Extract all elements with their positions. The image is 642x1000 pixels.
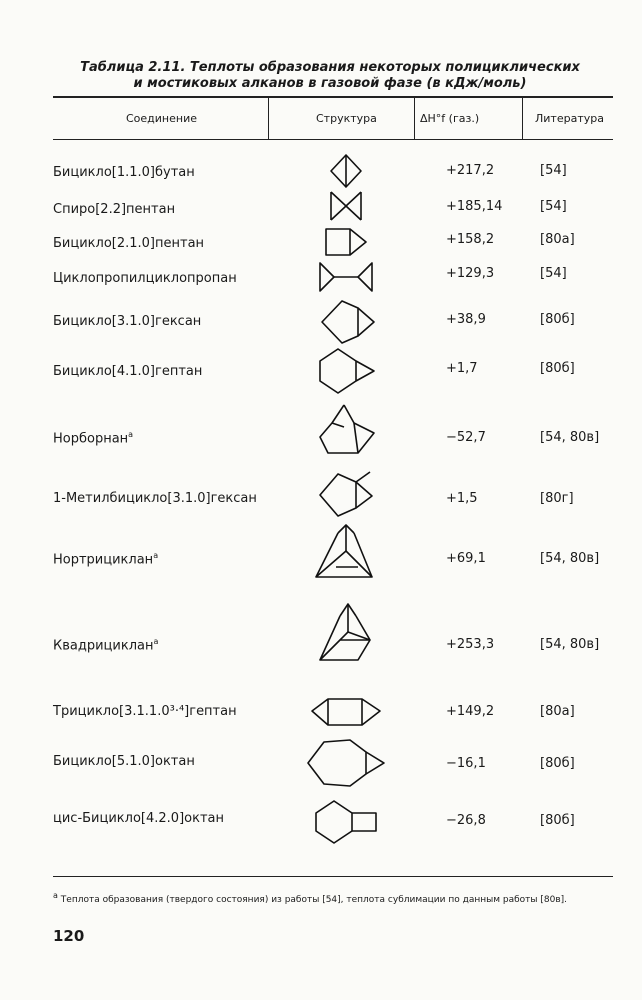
structure-quadricyclane xyxy=(318,602,380,664)
heat-value: −16,1 xyxy=(446,756,486,771)
column-divider-3 xyxy=(522,98,523,139)
structure-tricycloheptane xyxy=(310,696,386,730)
structure-bicyclopentane xyxy=(324,226,370,258)
literature-ref: [54] xyxy=(540,163,567,178)
header-dh: ΔH°f (газ.) xyxy=(420,112,480,125)
table-caption-line-1: Таблица 2.11. Теплоты образования некоторых полициклических xyxy=(80,60,580,75)
structure-nortricyclane xyxy=(314,523,376,581)
structure-norbornane xyxy=(318,403,380,461)
table-header-rule xyxy=(53,139,613,140)
literature-ref: [80а] xyxy=(540,704,575,719)
literature-ref: [54, 80в] xyxy=(540,637,600,652)
header-literature: Литература xyxy=(535,112,604,125)
heat-value: +158,2 xyxy=(446,232,495,247)
literature-ref: [54] xyxy=(540,266,567,281)
compound-name: Бицикло[2.1.0]пентан xyxy=(53,236,205,251)
structure-bicycloheptane xyxy=(318,346,378,396)
structure-cyclopropylcyclopropane xyxy=(318,260,376,294)
literature-ref: [80б] xyxy=(540,361,575,376)
literature-ref: [54, 80в] xyxy=(540,430,600,445)
structure-methylbicyclohexane xyxy=(318,470,378,520)
heat-value: +253,3 xyxy=(446,637,495,652)
column-divider-2 xyxy=(414,98,415,139)
structure-bicyclooctane xyxy=(306,738,388,788)
structure-cis-bicyclooctane xyxy=(314,799,382,845)
heat-value: +69,1 xyxy=(446,551,486,566)
heat-value: +149,2 xyxy=(446,704,495,719)
table-caption-line-2: и мостиковых алканов в газовой фазе (в кДж/моль) xyxy=(133,76,527,91)
page-number: 120 xyxy=(53,927,85,945)
heat-value: +129,3 xyxy=(446,266,495,281)
footnote-rule xyxy=(53,876,613,877)
literature-ref: [54, 80в] xyxy=(540,551,600,566)
column-divider-1 xyxy=(268,98,269,139)
compound-name: цис-Бицикло[4.2.0]октан xyxy=(53,811,224,826)
compound-name: Норборнан$^а$ xyxy=(53,430,134,447)
header-structure: Структура xyxy=(316,112,377,125)
table-top-rule xyxy=(53,96,613,98)
heat-value: −52,7 xyxy=(446,430,486,445)
heat-value: +185,14 xyxy=(446,199,503,214)
compound-name: Бицикло[3.1.0]гексан xyxy=(53,314,202,329)
literature-ref: [80г] xyxy=(540,491,574,506)
structure-spiropentane xyxy=(328,190,364,222)
compound-name: Бицикло[1.1.0]бутан xyxy=(53,165,195,180)
heat-value: +38,9 xyxy=(446,312,486,327)
compound-name: Бицикло[4.1.0]гептан xyxy=(53,364,203,379)
footnote: $^а$ Теплота образования (твердого состояния) из работы [54], теплота сублимации по данным работы [80в]. xyxy=(53,891,567,905)
compound-name: Трицикло[3.1.1.0³·⁴]гептан xyxy=(53,704,237,719)
literature-ref: [80а] xyxy=(540,232,575,247)
compound-name: Бицикло[5.1.0]октан xyxy=(53,754,195,769)
literature-ref: [54] xyxy=(540,199,567,214)
heat-value: +1,5 xyxy=(446,491,478,506)
compound-name: Циклопропилциклопропан xyxy=(53,271,237,286)
compound-name: 1-Метилбицикло[3.1.0]гексан xyxy=(53,491,257,506)
structure-bicyclobutane xyxy=(328,153,364,189)
heat-value: +1,7 xyxy=(446,361,478,376)
heat-value: +217,2 xyxy=(446,163,495,178)
compound-name: Квадрициклан$^а$ xyxy=(53,637,159,654)
literature-ref: [80б] xyxy=(540,756,575,771)
header-compound: Соединение xyxy=(126,112,198,125)
literature-ref: [80б] xyxy=(540,813,575,828)
compound-name: Спиро[2.2]пентан xyxy=(53,202,176,217)
structure-bicyclohexane xyxy=(320,298,378,346)
heat-value: −26,8 xyxy=(446,813,486,828)
compound-name: Нортрициклан$^а$ xyxy=(53,551,159,568)
literature-ref: [80б] xyxy=(540,312,575,327)
